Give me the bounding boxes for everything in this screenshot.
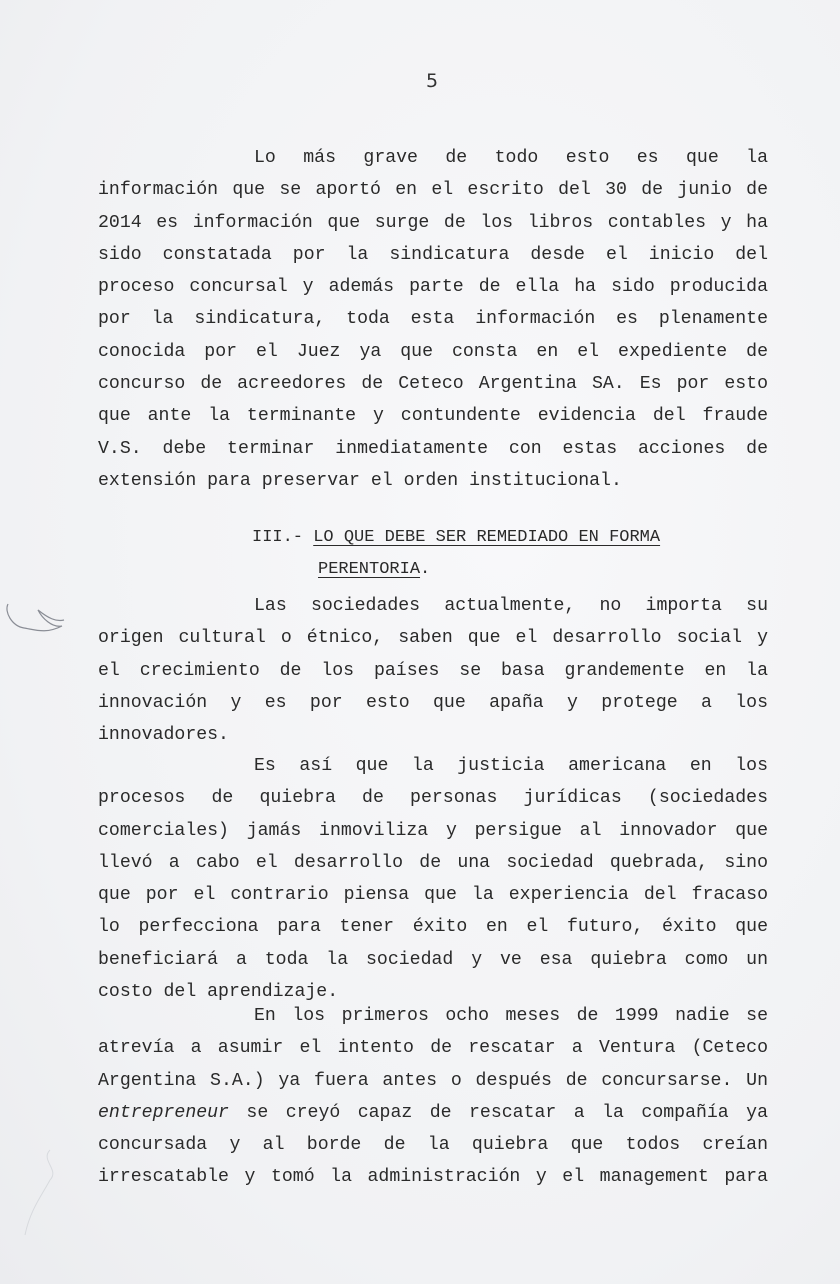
paragraph-line: origen cultural o étnico, saben que el desarrollo social y [98, 628, 768, 649]
paragraph-line: beneficiará a toda la sociedad y ve esa quiebra como un [98, 949, 768, 970]
section-title-line-2: PERENTORIA [318, 560, 421, 579]
paragraph-line: innovación y es por esto que apaña y protege a los [98, 692, 768, 713]
handwritten-margin-mark-icon [2, 598, 66, 638]
paragraph-line: que por el contrario piensa que la experiencia del fracaso [98, 885, 768, 906]
paragraph-3 [98, 750, 768, 1008]
faint-margin-mark-icon [20, 1140, 70, 1240]
paragraph-line: lo perfecciona para tener éxito en el futuro, éxito que [98, 917, 768, 938]
paragraph-line: atrevía a asumir el intento de rescatar a Ventura (Ceteco [98, 1038, 768, 1059]
paragraph-line: que ante la terminante y contundente evidencia del fraude [98, 406, 768, 427]
paragraph-line: En los primeros ocho meses de 1999 nadie se [254, 1006, 768, 1026]
paragraph-line: Lo más grave de todo esto es que la [254, 148, 768, 168]
paragraph-line: concurso de acreedores de Ceteco Argentina SA. Es por esto [98, 374, 768, 395]
paragraph-line: por la sindicatura, toda esta información es plenamente [98, 309, 768, 330]
paragraph-1 [98, 142, 768, 497]
paragraph-line-with-italic [98, 1097, 768, 1129]
paragraph-4 [98, 1000, 768, 1194]
paragraph-line: V.S. debe terminar inmediatamente con estas acciones de [98, 438, 768, 459]
paragraph-line: 2014 es información que surge de los libros contables y ha [98, 212, 768, 233]
italic-term: entrepreneur [98, 1102, 229, 1123]
paragraph-2 [98, 590, 768, 751]
section-title-line-1: LO QUE DEBE SER REMEDIADO EN FORMA [313, 528, 661, 547]
section-heading [252, 528, 660, 547]
paragraph-line: comerciales) jamás inmoviliza y persigue al innovador que [98, 820, 768, 841]
section-title-end: . [420, 560, 431, 579]
paragraph-line: el crecimiento de los países se basa grandemente en la [98, 660, 768, 681]
paragraph-line: sido constatada por la sindicatura desde el inicio del [98, 244, 768, 265]
paragraph-line-rest: se creyó capaz de rescatar a la compañía ya [228, 1102, 768, 1123]
paragraph-line: Argentina S.A.) ya fuera antes o después de concursarse. Un [98, 1070, 768, 1091]
paragraph-line: procesos de quiebra de personas jurídicas (sociedades [98, 788, 768, 809]
paragraph-line: información que se aportó en el escrito del 30 de junio de [98, 180, 768, 201]
paragraph-line: concursada y al borde de la quiebra que todos creían [98, 1135, 768, 1156]
paragraph-line: llevó a cabo el desarrollo de una sociedad quebrada, sino [98, 852, 768, 873]
paragraph-line: proceso concursal y además parte de ella ha sido producida [98, 277, 768, 298]
paragraph-line: Las sociedades actualmente, no importa su [254, 596, 768, 616]
paragraph-line: innovadores. [98, 725, 229, 746]
paragraph-line: costo del aprendizaje. [98, 982, 339, 1003]
paragraph-line: Es así que la justicia americana en los [254, 756, 768, 776]
section-heading-cont [318, 560, 430, 579]
section-number: III.- [252, 528, 304, 547]
paragraph-line: irrescatable y tomó la administración y el management para [98, 1167, 768, 1188]
page-number: 5 [426, 70, 439, 92]
paragraph-line: conocida por el Juez ya que consta en el expediente de [98, 341, 768, 362]
paragraph-line: extensión para preservar el orden institucional. [98, 470, 622, 491]
